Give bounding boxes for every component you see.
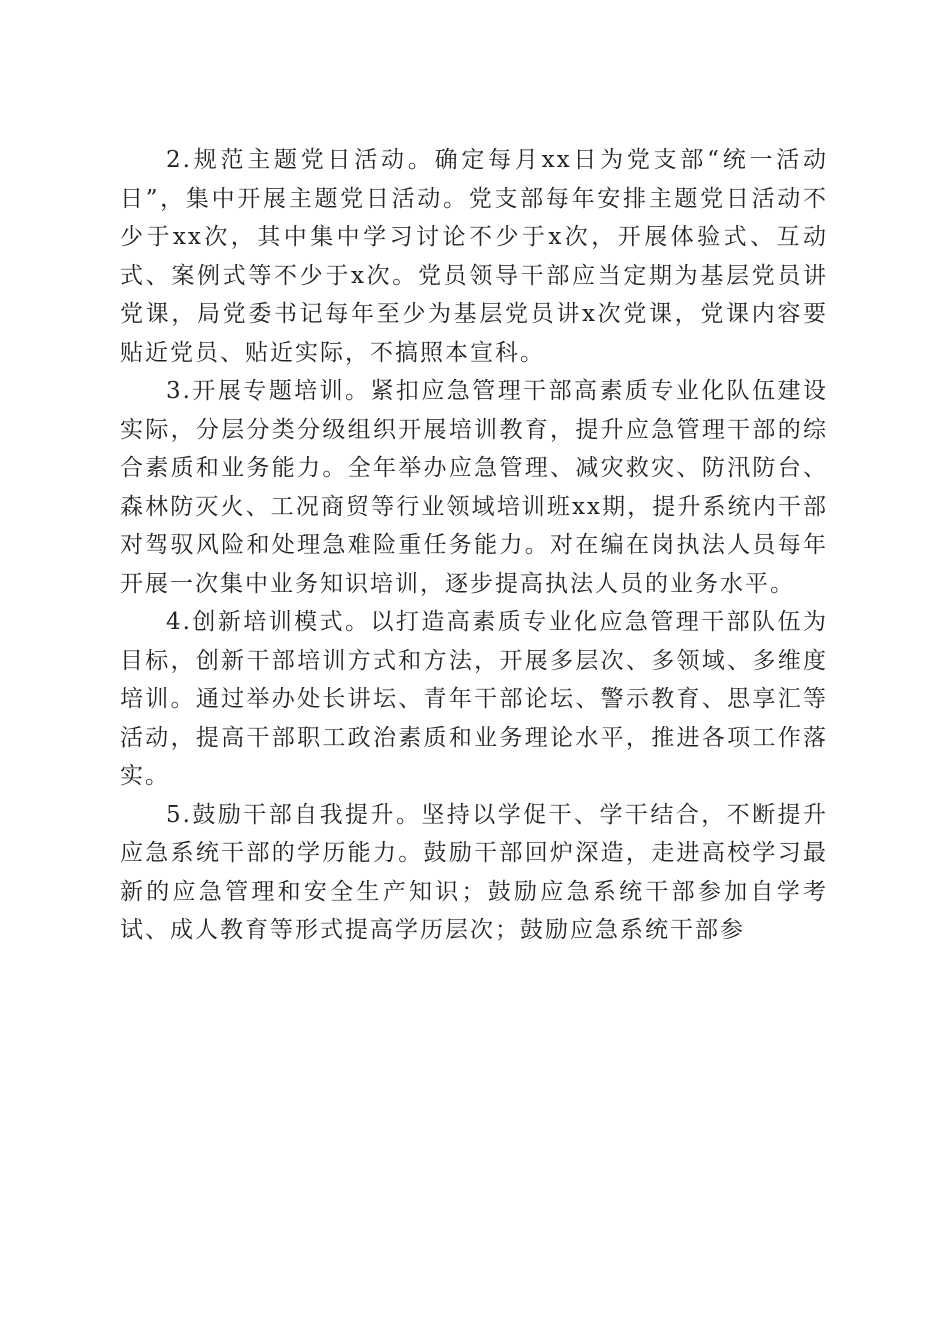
document-body [120,141,828,950]
paragraph-item-3: 3.开展专题培训。紧扣应急管理干部高素质专业化队伍建设实际，分层分类分级组织开展培训教育，提升应急管理干部的综合素质和业务能力。全年举办应急管理、减灾救灾、防汛防台、森林防灭火、工况商贸等行业领域培训班xx期，提升系统内干部对驾驭风险和处理急难险重任务能力。对在编在岗执法人员每年开展一次集中业务知识培训，逐步提高执法人员的业务水平。 [120,378,828,597]
paragraph-item-4: 4.创新培训模式。以打造高素质专业化应急管理干部队伍为目标，创新干部培训方式和方法，开展多层次、多领域、多维度培训。通过举办处长讲坛、青年干部论坛、警示教育、思享汇等活动，提高干部职工政治素质和业务理论水平，推进各项工作落实。 [120,609,828,789]
paragraph-item-2: 2.规范主题党日活动。确定每月xx日为党支部“统一活动日”，集中开展主题党日活动。党支部每年安排主题党日活动不少于xx次，其中集中学习讨论不少于x次，开展体验式、互动式、案例式等不少于x次。党员领导干部应当定期为基层党员讲党课，局党委书记每年至少为基层党员讲x次党课，党课内容要贴近党员、贴近实际，不搞照本宣科。 [120,147,828,366]
paragraph-item-5: 5.鼓励干部自我提升。坚持以学促干、学干结合，不断提升应急系统干部的学历能力。鼓励干部回炉深造，走进高校学习最新的应急管理和安全生产知识；鼓励应急系统干部参加自学考试、成人教育等形式提高学历层次；鼓励应急系统干部参 [120,801,828,943]
